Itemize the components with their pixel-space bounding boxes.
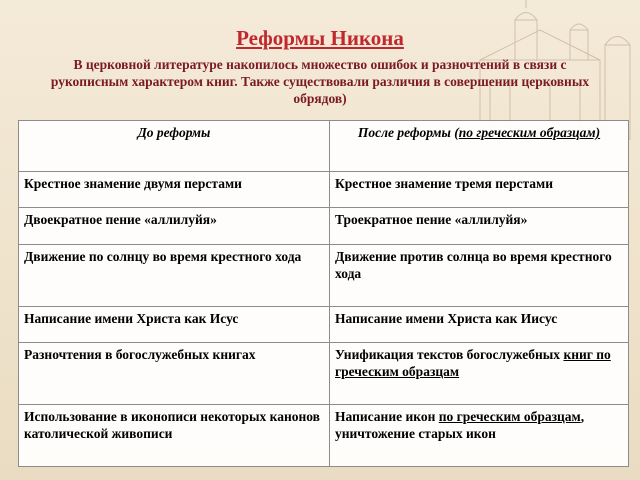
cell-before: Использование в иконописи некоторых канонов католической живописи	[19, 404, 330, 466]
table-header-row	[19, 121, 629, 172]
table-row	[19, 208, 629, 244]
cell-after: Движение против солнца во время крестного хода	[330, 244, 629, 306]
cell-after: Троекратное пение «аллилуйя»	[330, 208, 629, 244]
table-row	[19, 172, 629, 208]
cell-before: Движение по солнцу во время крестного хода	[19, 244, 330, 306]
header-after-reform	[330, 121, 629, 172]
intro-text: В церковной литературе накопилось множество ошибок и разночтений в связи с рукописным характером книг. Также существовали различия в совершении церковных обрядов)	[50, 57, 590, 106]
comparison-table	[18, 120, 629, 467]
cell-before: Двоекратное пение «аллилуйя»	[19, 208, 330, 244]
cell-after: Крестное знамение тремя перстами	[330, 172, 629, 208]
header-after-underlined: по греческим образцам)	[458, 125, 601, 140]
cell-before: Разночтения в богослужебных книгах	[19, 342, 330, 404]
header-after-main: После реформы (	[357, 125, 459, 140]
table-row	[19, 342, 629, 404]
cell-after: Унификация текстов богослужебных книг по греческим образцам	[330, 342, 629, 404]
table-row	[19, 306, 629, 342]
table-row	[19, 244, 629, 306]
cell-after: Написание имени Христа как Иисус	[330, 306, 629, 342]
cell-before: Написание имени Христа как Исус	[19, 306, 330, 342]
header-before-reform: До реформы	[19, 121, 330, 172]
cell-after: Написание икон по греческим образцам, уничтожение старых икон	[330, 404, 629, 466]
cell-before: Крестное знамение двумя перстами	[19, 172, 330, 208]
table-row	[19, 404, 629, 466]
page-title: Реформы Никона	[236, 26, 404, 50]
